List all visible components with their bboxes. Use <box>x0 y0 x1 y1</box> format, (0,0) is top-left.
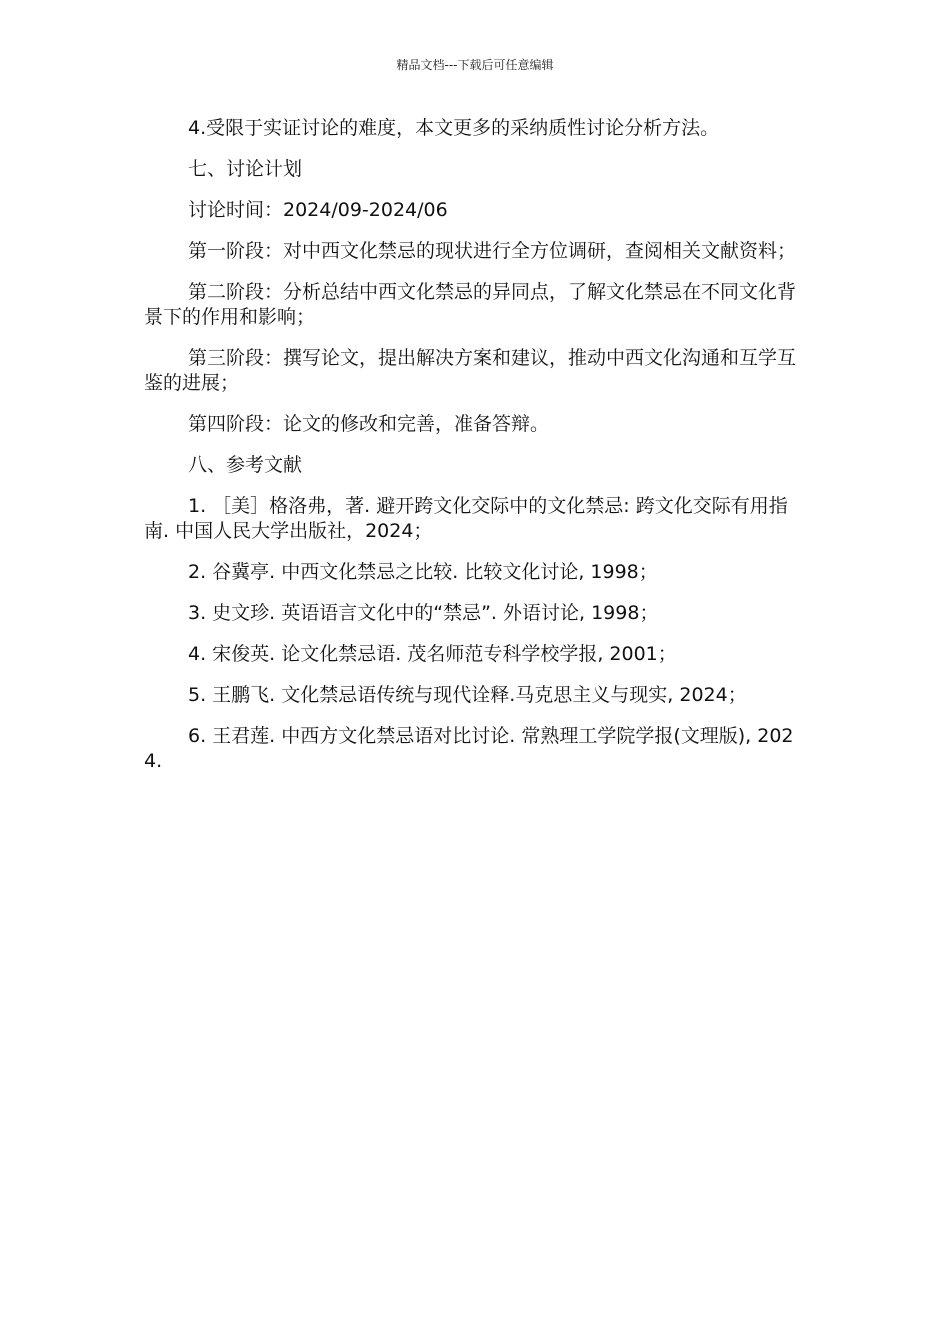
plan-stage-2: 第二阶段：分析总结中西文化禁忌的异同点，了解文化禁忌在不同文化背景下的作用和影响； <box>144 281 797 328</box>
plan-stage-4: 第四阶段：论文的修改和完善，准备答辩。 <box>188 413 550 435</box>
reference-item: 1. ［美］格洛弗，著. 避开跨文化交际中的文化禁忌: 跨文化交际有用指南. 中国人民大学出版社，2024； <box>144 495 788 542</box>
section-heading-references: 八、参考文献 <box>188 454 303 476</box>
plan-stage-3: 第三阶段：撰写论文，提出解决方案和建议，推动中西文化沟通和互学互鉴的进展； <box>144 347 797 394</box>
research-time: 讨论时间：2024/09-2024/06 <box>188 199 448 221</box>
document-body <box>144 116 808 790</box>
section-heading-research-plan: 七、讨论计划 <box>188 158 303 180</box>
reference-item: 4. 宋俊英. 论文化禁忌语. 茂名师范专科学校学报, 2001； <box>188 643 677 665</box>
reference-item: 2. 谷冀亭. 中西文化禁忌之比较. 比较文化讨论, 1998； <box>188 561 658 583</box>
reference-item: 3. 史文珍. 英语语言文化中的“禁忌”. 外语讨论, 1998； <box>188 602 659 624</box>
page-header: 精品文档---下载后可任意编辑 <box>396 58 554 72</box>
list-item-limitation-4: 4.受限于实证讨论的难度，本文更多的采纳质性讨论分析方法。 <box>188 117 720 139</box>
reference-item: 5. 王鹏飞. 文化禁忌语传统与现代诠释.马克思主义与现实, 2024； <box>188 684 747 706</box>
reference-item: 6. 王君莲. 中西方文化禁忌语对比讨论. 常熟理工学院学报(文理版), 2024. <box>144 725 794 772</box>
plan-stage-1: 第一阶段：对中西文化禁忌的现状进行全方位调研，查阅相关文献资料； <box>188 240 797 262</box>
